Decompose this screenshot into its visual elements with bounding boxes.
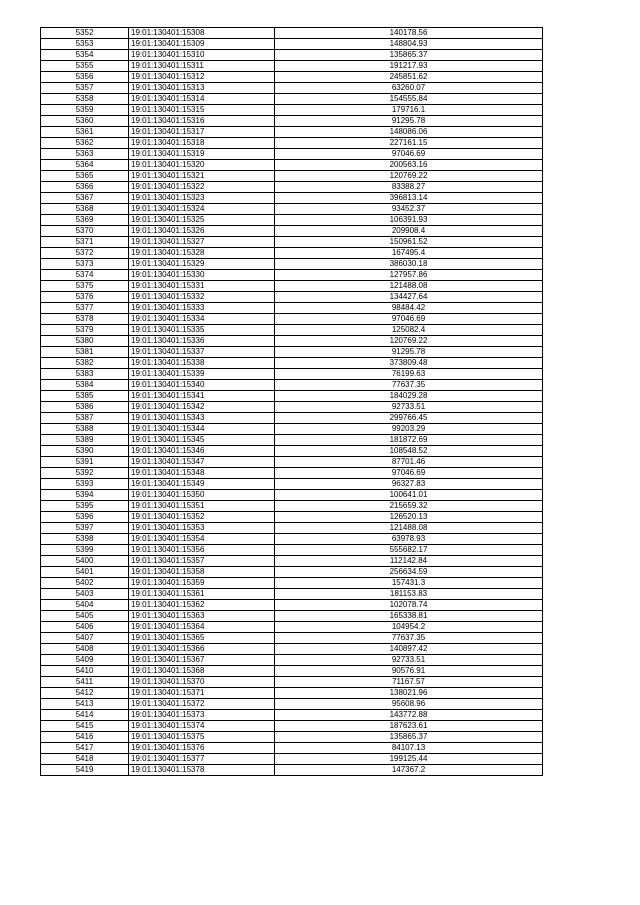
table-row [41, 347, 543, 358]
table-row [41, 314, 543, 325]
cadastral-number-cell: 19:01:130401:15371 [129, 688, 275, 699]
data-table [40, 27, 543, 776]
row-number-cell: 5404 [41, 600, 129, 611]
row-number-cell: 5413 [41, 699, 129, 710]
cadastral-number-cell: 19:01:130401:15323 [129, 193, 275, 204]
table-row [41, 556, 543, 567]
row-number-cell: 5353 [41, 39, 129, 50]
table-row [41, 424, 543, 435]
cadastral-number-cell: 19:01:130401:15326 [129, 226, 275, 237]
cadastral-number-cell: 19:01:130401:15344 [129, 424, 275, 435]
cadastral-number-cell: 19:01:130401:15330 [129, 270, 275, 281]
value-cell: 106391.93 [275, 215, 543, 226]
table-row [41, 655, 543, 666]
cadastral-number-cell: 19:01:130401:15364 [129, 622, 275, 633]
row-number-cell: 5392 [41, 468, 129, 479]
cadastral-number-cell: 19:01:130401:15338 [129, 358, 275, 369]
row-number-cell: 5381 [41, 347, 129, 358]
value-cell: 125082.4 [275, 325, 543, 336]
cadastral-number-cell: 19:01:130401:15337 [129, 347, 275, 358]
cadastral-number-cell: 19:01:130401:15363 [129, 611, 275, 622]
cadastral-number-cell: 19:01:130401:15333 [129, 303, 275, 314]
value-cell: 92733.51 [275, 402, 543, 413]
value-cell: 148804.93 [275, 39, 543, 50]
table-row [41, 83, 543, 94]
table-row [41, 501, 543, 512]
value-cell: 92733.51 [275, 655, 543, 666]
value-cell: 135865.37 [275, 732, 543, 743]
table-row [41, 325, 543, 336]
cadastral-number-cell: 19:01:130401:15318 [129, 138, 275, 149]
row-number-cell: 5379 [41, 325, 129, 336]
row-number-cell: 5390 [41, 446, 129, 457]
table-row [41, 160, 543, 171]
value-cell: 165338.81 [275, 611, 543, 622]
row-number-cell: 5364 [41, 160, 129, 171]
cadastral-number-cell: 19:01:130401:15374 [129, 721, 275, 732]
cadastral-number-cell: 19:01:130401:15316 [129, 116, 275, 127]
row-number-cell: 5388 [41, 424, 129, 435]
table-row [41, 336, 543, 347]
row-number-cell: 5410 [41, 666, 129, 677]
value-cell: 396813.14 [275, 193, 543, 204]
value-cell: 199125.44 [275, 754, 543, 765]
value-cell: 71167.57 [275, 677, 543, 688]
table-row [41, 600, 543, 611]
value-cell: 135865.37 [275, 50, 543, 61]
value-cell: 179716.1 [275, 105, 543, 116]
cadastral-number-cell: 19:01:130401:15350 [129, 490, 275, 501]
row-number-cell: 5378 [41, 314, 129, 325]
row-number-cell: 5360 [41, 116, 129, 127]
row-number-cell: 5385 [41, 391, 129, 402]
cadastral-number-cell: 19:01:130401:15320 [129, 160, 275, 171]
cadastral-number-cell: 19:01:130401:15346 [129, 446, 275, 457]
cadastral-number-cell: 19:01:130401:15367 [129, 655, 275, 666]
row-number-cell: 5365 [41, 171, 129, 182]
cadastral-number-cell: 19:01:130401:15348 [129, 468, 275, 479]
table-row [41, 479, 543, 490]
table-row [41, 710, 543, 721]
row-number-cell: 5393 [41, 479, 129, 490]
row-number-cell: 5403 [41, 589, 129, 600]
row-number-cell: 5397 [41, 523, 129, 534]
row-number-cell: 5382 [41, 358, 129, 369]
cadastral-number-cell: 19:01:130401:15373 [129, 710, 275, 721]
value-cell: 95608.96 [275, 699, 543, 710]
cadastral-number-cell: 19:01:130401:15361 [129, 589, 275, 600]
cadastral-number-cell: 19:01:130401:15308 [129, 28, 275, 39]
row-number-cell: 5407 [41, 633, 129, 644]
cadastral-number-cell: 19:01:130401:15331 [129, 281, 275, 292]
row-number-cell: 5356 [41, 72, 129, 83]
table-row [41, 204, 543, 215]
value-cell: 76199.63 [275, 369, 543, 380]
table-row [41, 149, 543, 160]
row-number-cell: 5409 [41, 655, 129, 666]
table-row [41, 413, 543, 424]
row-number-cell: 5394 [41, 490, 129, 501]
cadastral-number-cell: 19:01:130401:15365 [129, 633, 275, 644]
row-number-cell: 5401 [41, 567, 129, 578]
cadastral-number-cell: 19:01:130401:15332 [129, 292, 275, 303]
cadastral-number-cell: 19:01:130401:15319 [129, 149, 275, 160]
table-row [41, 292, 543, 303]
row-number-cell: 5406 [41, 622, 129, 633]
row-number-cell: 5386 [41, 402, 129, 413]
row-number-cell: 5354 [41, 50, 129, 61]
row-number-cell: 5377 [41, 303, 129, 314]
value-cell: 191217.93 [275, 61, 543, 72]
cadastral-number-cell: 19:01:130401:15349 [129, 479, 275, 490]
table-row [41, 127, 543, 138]
cadastral-number-cell: 19:01:130401:15334 [129, 314, 275, 325]
row-number-cell: 5373 [41, 259, 129, 270]
row-number-cell: 5367 [41, 193, 129, 204]
row-number-cell: 5399 [41, 545, 129, 556]
row-number-cell: 5412 [41, 688, 129, 699]
table-row [41, 237, 543, 248]
table-row [41, 545, 543, 556]
cadastral-number-cell: 19:01:130401:15317 [129, 127, 275, 138]
value-cell: 157431.3 [275, 578, 543, 589]
table-row [41, 743, 543, 754]
value-cell: 84107.13 [275, 743, 543, 754]
row-number-cell: 5375 [41, 281, 129, 292]
row-number-cell: 5387 [41, 413, 129, 424]
table-row [41, 358, 543, 369]
row-number-cell: 5416 [41, 732, 129, 743]
value-cell: 227161.15 [275, 138, 543, 149]
value-cell: 148086.06 [275, 127, 543, 138]
table-row [41, 523, 543, 534]
cadastral-number-cell: 19:01:130401:15325 [129, 215, 275, 226]
value-cell: 120769.22 [275, 336, 543, 347]
table-row [41, 567, 543, 578]
value-cell: 143772.88 [275, 710, 543, 721]
cadastral-number-cell: 19:01:130401:15353 [129, 523, 275, 534]
table-row [41, 182, 543, 193]
table-row [41, 380, 543, 391]
cadastral-number-cell: 19:01:130401:15340 [129, 380, 275, 391]
row-number-cell: 5417 [41, 743, 129, 754]
table-row [41, 688, 543, 699]
cadastral-number-cell: 19:01:130401:15321 [129, 171, 275, 182]
table-row [41, 391, 543, 402]
value-cell: 134427.64 [275, 292, 543, 303]
value-cell: 108548.52 [275, 446, 543, 457]
row-number-cell: 5389 [41, 435, 129, 446]
value-cell: 100641.01 [275, 490, 543, 501]
value-cell: 200563.16 [275, 160, 543, 171]
row-number-cell: 5371 [41, 237, 129, 248]
cadastral-number-cell: 19:01:130401:15351 [129, 501, 275, 512]
table-row [41, 754, 543, 765]
table-row [41, 732, 543, 743]
row-number-cell: 5408 [41, 644, 129, 655]
cadastral-number-cell: 19:01:130401:15366 [129, 644, 275, 655]
table-row [41, 248, 543, 259]
table-row [41, 589, 543, 600]
row-number-cell: 5415 [41, 721, 129, 732]
value-cell: 187623.61 [275, 721, 543, 732]
value-cell: 83388.27 [275, 182, 543, 193]
value-cell: 147367.2 [275, 765, 543, 776]
cadastral-number-cell: 19:01:130401:15309 [129, 39, 275, 50]
row-number-cell: 5357 [41, 83, 129, 94]
table-row [41, 303, 543, 314]
value-cell: 93452.37 [275, 204, 543, 215]
row-number-cell: 5405 [41, 611, 129, 622]
row-number-cell: 5384 [41, 380, 129, 391]
row-number-cell: 5368 [41, 204, 129, 215]
value-cell: 127957.86 [275, 270, 543, 281]
table-row [41, 578, 543, 589]
cadastral-number-cell: 19:01:130401:15377 [129, 754, 275, 765]
cadastral-number-cell: 19:01:130401:15313 [129, 83, 275, 94]
row-number-cell: 5395 [41, 501, 129, 512]
value-cell: 126520.13 [275, 512, 543, 523]
row-number-cell: 5400 [41, 556, 129, 567]
row-number-cell: 5363 [41, 149, 129, 160]
row-number-cell: 5374 [41, 270, 129, 281]
table-row [41, 644, 543, 655]
table-row [41, 116, 543, 127]
cadastral-number-cell: 19:01:130401:15359 [129, 578, 275, 589]
row-number-cell: 5402 [41, 578, 129, 589]
cadastral-number-cell: 19:01:130401:15328 [129, 248, 275, 259]
table-row [41, 50, 543, 61]
value-cell: 96327.83 [275, 479, 543, 490]
table-row [41, 105, 543, 116]
cadastral-number-cell: 19:01:130401:15324 [129, 204, 275, 215]
cadastral-number-cell: 19:01:130401:15341 [129, 391, 275, 402]
value-cell: 256634.59 [275, 567, 543, 578]
value-cell: 140178.56 [275, 28, 543, 39]
cadastral-number-cell: 19:01:130401:15368 [129, 666, 275, 677]
row-number-cell: 5362 [41, 138, 129, 149]
row-number-cell: 5358 [41, 94, 129, 105]
table-row [41, 369, 543, 380]
cadastral-number-cell: 19:01:130401:15311 [129, 61, 275, 72]
value-cell: 91295.78 [275, 347, 543, 358]
cadastral-number-cell: 19:01:130401:15343 [129, 413, 275, 424]
table-body [41, 28, 543, 776]
value-cell: 90576.91 [275, 666, 543, 677]
table-row [41, 490, 543, 501]
table-row [41, 270, 543, 281]
row-number-cell: 5380 [41, 336, 129, 347]
table-row [41, 259, 543, 270]
cadastral-number-cell: 19:01:130401:15356 [129, 545, 275, 556]
row-number-cell: 5376 [41, 292, 129, 303]
row-number-cell: 5396 [41, 512, 129, 523]
table-row [41, 468, 543, 479]
value-cell: 102078.74 [275, 600, 543, 611]
cadastral-number-cell: 19:01:130401:15315 [129, 105, 275, 116]
table-row [41, 666, 543, 677]
cadastral-number-cell: 19:01:130401:15310 [129, 50, 275, 61]
value-cell: 77637.35 [275, 380, 543, 391]
table-row [41, 622, 543, 633]
value-cell: 63260.07 [275, 83, 543, 94]
row-number-cell: 5361 [41, 127, 129, 138]
value-cell: 112142.84 [275, 556, 543, 567]
value-cell: 87701.46 [275, 457, 543, 468]
value-cell: 555682.17 [275, 545, 543, 556]
cadastral-number-cell: 19:01:130401:15335 [129, 325, 275, 336]
cadastral-number-cell: 19:01:130401:15329 [129, 259, 275, 270]
cadastral-number-cell: 19:01:130401:15357 [129, 556, 275, 567]
table-row [41, 457, 543, 468]
value-cell: 167495.4 [275, 248, 543, 259]
table-row [41, 446, 543, 457]
value-cell: 91295.78 [275, 116, 543, 127]
value-cell: 184029.28 [275, 391, 543, 402]
value-cell: 181872.69 [275, 435, 543, 446]
table-row [41, 171, 543, 182]
value-cell: 98484.42 [275, 303, 543, 314]
cadastral-number-cell: 19:01:130401:15354 [129, 534, 275, 545]
value-cell: 63978.93 [275, 534, 543, 545]
cadastral-number-cell: 19:01:130401:15342 [129, 402, 275, 413]
value-cell: 97046.69 [275, 468, 543, 479]
table-row [41, 534, 543, 545]
row-number-cell: 5418 [41, 754, 129, 765]
table-row [41, 699, 543, 710]
value-cell: 209908.4 [275, 226, 543, 237]
table-row [41, 72, 543, 83]
table-row [41, 765, 543, 776]
row-number-cell: 5414 [41, 710, 129, 721]
value-cell: 77637.35 [275, 633, 543, 644]
table-row [41, 215, 543, 226]
table-row [41, 28, 543, 39]
table-row [41, 512, 543, 523]
cadastral-number-cell: 19:01:130401:15345 [129, 435, 275, 446]
row-number-cell: 5411 [41, 677, 129, 688]
table-row [41, 94, 543, 105]
cadastral-number-cell: 19:01:130401:15372 [129, 699, 275, 710]
value-cell: 121488.08 [275, 523, 543, 534]
value-cell: 99203.29 [275, 424, 543, 435]
table-row [41, 435, 543, 446]
table-row [41, 633, 543, 644]
cadastral-number-cell: 19:01:130401:15378 [129, 765, 275, 776]
cadastral-number-cell: 19:01:130401:15347 [129, 457, 275, 468]
value-cell: 140897.42 [275, 644, 543, 655]
cadastral-number-cell: 19:01:130401:15314 [129, 94, 275, 105]
value-cell: 150961.52 [275, 237, 543, 248]
value-cell: 121488.08 [275, 281, 543, 292]
value-cell: 215659.32 [275, 501, 543, 512]
value-cell: 181153.83 [275, 589, 543, 600]
row-number-cell: 5372 [41, 248, 129, 259]
cadastral-number-cell: 19:01:130401:15362 [129, 600, 275, 611]
table-row [41, 193, 543, 204]
row-number-cell: 5383 [41, 369, 129, 380]
cadastral-number-cell: 19:01:130401:15336 [129, 336, 275, 347]
table-row [41, 39, 543, 50]
row-number-cell: 5352 [41, 28, 129, 39]
row-number-cell: 5391 [41, 457, 129, 468]
row-number-cell: 5369 [41, 215, 129, 226]
row-number-cell: 5355 [41, 61, 129, 72]
row-number-cell: 5366 [41, 182, 129, 193]
table-row [41, 721, 543, 732]
table-row [41, 402, 543, 413]
value-cell: 299766.45 [275, 413, 543, 424]
cadastral-number-cell: 19:01:130401:15376 [129, 743, 275, 754]
value-cell: 120769.22 [275, 171, 543, 182]
cadastral-number-cell: 19:01:130401:15312 [129, 72, 275, 83]
table-row [41, 281, 543, 292]
table-row [41, 61, 543, 72]
value-cell: 245851.62 [275, 72, 543, 83]
cadastral-number-cell: 19:01:130401:15352 [129, 512, 275, 523]
cadastral-number-cell: 19:01:130401:15370 [129, 677, 275, 688]
table-row [41, 611, 543, 622]
row-number-cell: 5398 [41, 534, 129, 545]
value-cell: 104954.2 [275, 622, 543, 633]
cadastral-number-cell: 19:01:130401:15327 [129, 237, 275, 248]
table-row [41, 138, 543, 149]
value-cell: 373809.48 [275, 358, 543, 369]
cadastral-number-cell: 19:01:130401:15358 [129, 567, 275, 578]
table-row [41, 677, 543, 688]
cadastral-number-cell: 19:01:130401:15339 [129, 369, 275, 380]
table-row [41, 226, 543, 237]
row-number-cell: 5370 [41, 226, 129, 237]
value-cell: 97046.69 [275, 314, 543, 325]
row-number-cell: 5359 [41, 105, 129, 116]
value-cell: 97046.69 [275, 149, 543, 160]
value-cell: 386030.18 [275, 259, 543, 270]
cadastral-number-cell: 19:01:130401:15375 [129, 732, 275, 743]
row-number-cell: 5419 [41, 765, 129, 776]
value-cell: 138021.96 [275, 688, 543, 699]
cadastral-number-cell: 19:01:130401:15322 [129, 182, 275, 193]
value-cell: 154555.84 [275, 94, 543, 105]
